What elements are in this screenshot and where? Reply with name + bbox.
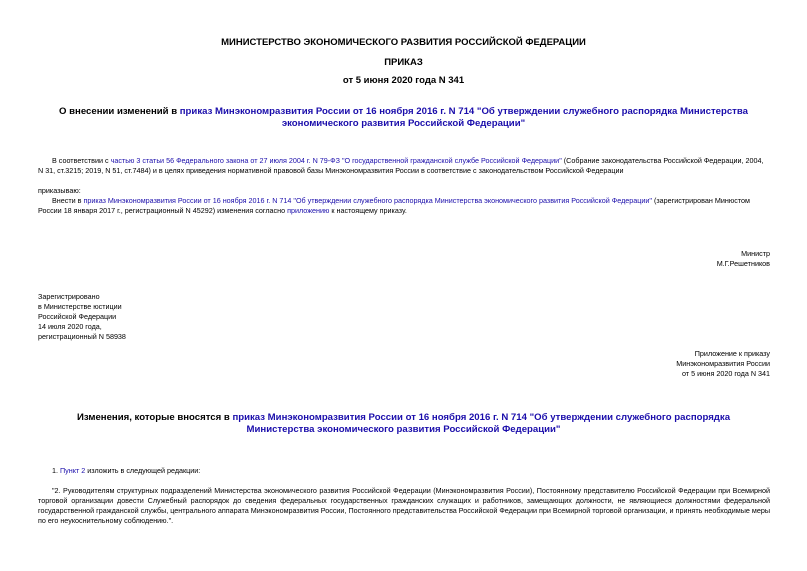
- clause-2-link[interactable]: Пункт 2: [60, 466, 86, 475]
- item-number: 1.: [52, 466, 60, 475]
- directive-text-2: (зарегистрирован Минюстом России 18 января 2017 г., регистрационный N 45292) изменения согласно: [38, 196, 750, 215]
- registration-line: 14 июля 2020 года,: [38, 322, 102, 331]
- preamble-text-1: В соответствии с: [52, 156, 111, 165]
- signatory-position: Министр: [741, 249, 770, 258]
- item-text: изложить в следующей редакции:: [85, 466, 201, 475]
- appendix-block: [600, 349, 770, 379]
- signatory-name: М.Г.Решетников: [716, 259, 770, 268]
- appendix-link[interactable]: приложению: [287, 206, 330, 215]
- registration-line: Российской Федерации: [38, 312, 117, 321]
- appendix-line: Минэкономразвития России: [676, 359, 770, 368]
- order-word: приказываю:: [38, 186, 81, 195]
- ministry-heading: МИНИСТЕРСТВО ЭКОНОМИЧЕСКОГО РАЗВИТИЯ РОССИЙСКОЙ ФЕДЕРАЦИИ: [221, 37, 586, 48]
- date-number-heading: от 5 июня 2020 года N 341: [342, 75, 465, 86]
- changes-title-prefix: Изменения, которые вносятся в: [76, 412, 233, 423]
- order-title: [40, 106, 767, 130]
- signature-block: [600, 249, 770, 269]
- appendix-line: от 5 июня 2020 года N 341: [681, 369, 770, 378]
- federal-law-link[interactable]: частью 3 статьи 56 Федерального закона от 27 июля 2004 г. N 79-ФЗ "О государственной гражданской службе Российской Федерации": [110, 156, 562, 165]
- preamble-text-2: (Собрание законодательства Российской Федерации, 2004, N 31, ст.3215; 2019, N 51, ст.7484) и в целях приведения нормативной правовой базы Минэкономразвития России в соответствие с законодательством Российской Федерации: [38, 156, 764, 175]
- directive-text-1: Внести в: [52, 196, 84, 205]
- preamble-paragraph: [38, 156, 770, 176]
- new-clause-text: "2. Руководителям структурных подразделений Министерства экономического развития Российской Федерации (Минэкономразвития России), Постоянному представителю Российской Федерации при Всемирной торговой организации довести Служебный распорядок до сведения федеральных государственных гражданских служащих и работников, замещающих должности, не являющиеся должностями федеральной государственной гражданской службы, центрального аппарата Минэкономразвития России, Постоянного представительства Российской Федерации при Всемирной торговой организации, и принять необходимые меры по его неукоснительному соблюдению.".: [38, 486, 770, 525]
- order-714-link[interactable]: приказ Минэкономразвития России от 16 ноября 2016 г. N 714 "Об утверждении служебного распорядка Министерства экономического развития Российской Федерации": [83, 196, 652, 205]
- order-title-link[interactable]: приказ Минэкономразвития России от 16 ноября 2016 г. N 714 "Об утверждении служебного распорядка Министерства экономического развития Российской Федерации": [179, 106, 748, 129]
- changes-title-link[interactable]: приказ Минэкономразвития России от 16 ноября 2016 г. N 714 "Об утверждении служебного распорядка Министерства экономического развития Российской Федерации": [232, 412, 731, 435]
- registration-line: Зарегистрировано: [38, 292, 100, 301]
- changes-title: [50, 412, 757, 436]
- order-title-prefix: О внесении изменений в: [59, 106, 180, 117]
- registration-line: в Министерстве юстиции: [38, 302, 122, 311]
- change-item-1: [38, 466, 538, 476]
- doc-type-heading: ПРИКАЗ: [384, 57, 423, 68]
- registration-line: регистрационный N 58938: [38, 332, 126, 341]
- registration-block: [38, 292, 238, 342]
- directive-paragraph: [38, 196, 770, 216]
- appendix-line: Приложение к приказу: [694, 349, 770, 358]
- directive-text-3: к настоящему приказу.: [329, 206, 407, 215]
